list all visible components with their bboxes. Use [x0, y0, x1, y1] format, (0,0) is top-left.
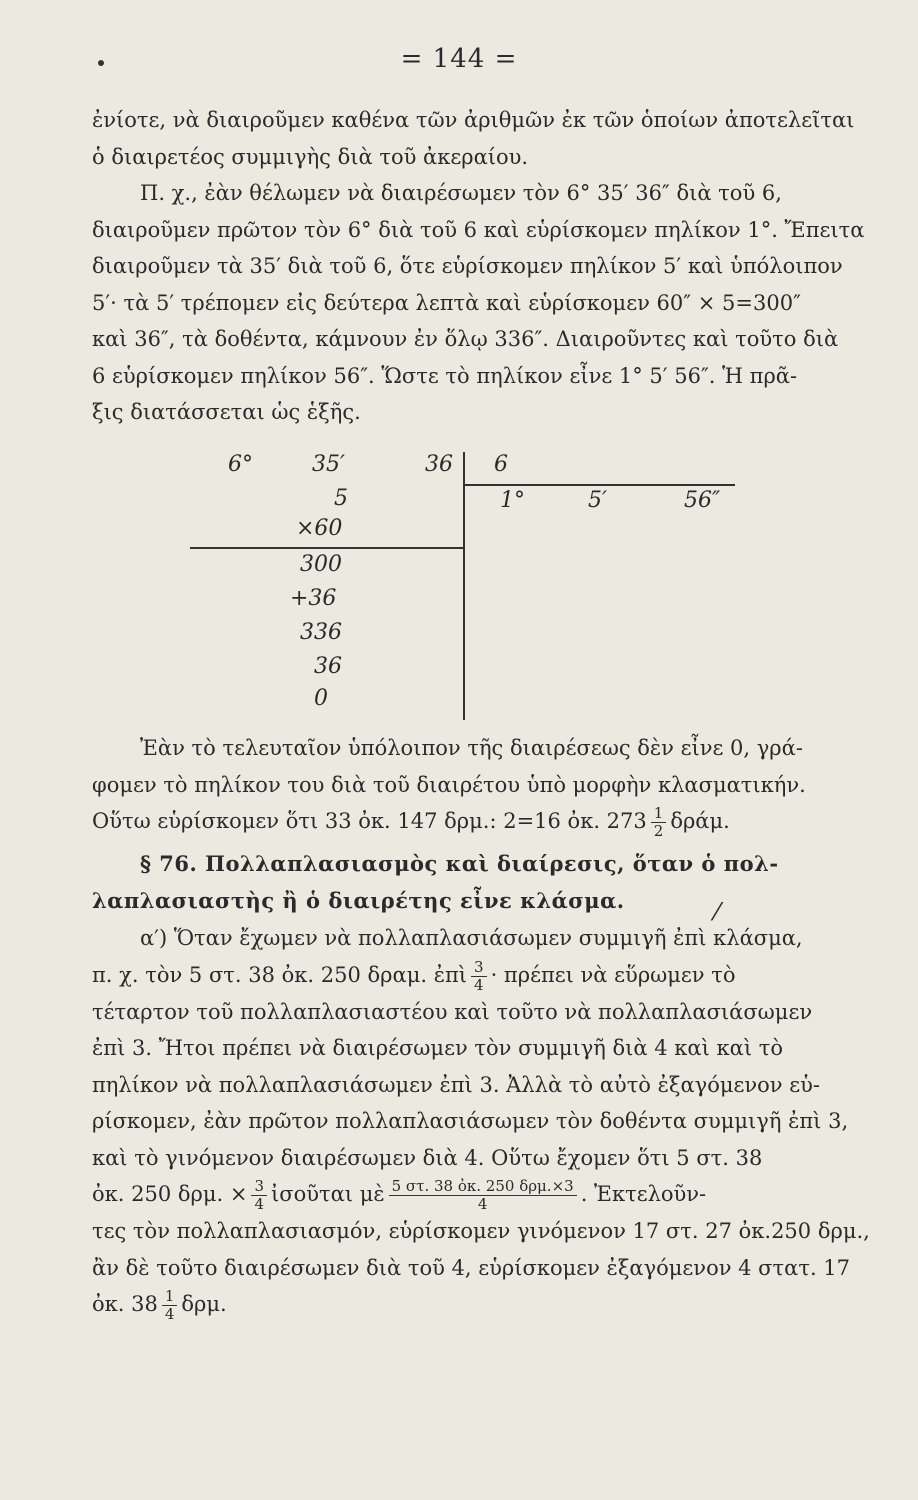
- text-line: ἐπὶ 3. Ἤτοι πρέπει νὰ διαιρέσωμεν τὸν συμμιγῆ διὰ 4 καὶ καὶ τὸ: [92, 1036, 783, 1060]
- text-line: [92, 803, 907, 840]
- dividend-seconds: 36: [425, 452, 453, 477]
- text-line: ἂν δὲ τοῦτο διαιρέσωμεν διὰ τοῦ 4, εὑρίσκομεν ἐξαγόμενον 4 στατ. 17: [92, 1255, 851, 1280]
- text-span: Οὕτω εὑρίσκομεν ὅτι 33 ὀκ. 147 δρμ.: 2=16 ὀκ. 273: [92, 809, 647, 833]
- text-line: φομεν τὸ πηλίκον του διὰ τοῦ διαιρέτου ὑπὸ μορφὴν κλασματικήν.: [92, 772, 806, 797]
- text-span: ἰσοῦται μὲ: [271, 1182, 385, 1206]
- division-vertical-rule: [463, 452, 465, 720]
- text-line: Π. χ., ἐὰν θέλωμεν νὰ διαιρέσωμεν τὸν 6° 35′ 36″ διὰ τοῦ 6,: [140, 181, 782, 205]
- section-title: Πολλαπλασιασμὸς καὶ διαίρεσις, ὅταν ὁ πολ-: [205, 851, 779, 876]
- page-number: = 144 =: [400, 44, 518, 74]
- text-line: διαιροῦμεν πρῶτον τὸν 6° διὰ τοῦ 6 καὶ εὑρίσκομεν πηλίκον 1°. Ἔπειτα: [92, 217, 865, 242]
- fraction-denominator: 4: [164, 1305, 175, 1323]
- pencil-mark: ⁄: [715, 898, 720, 926]
- fraction-denominator: 4: [474, 975, 484, 994]
- subtract-value: 36: [314, 654, 342, 679]
- text-line: [92, 1176, 907, 1213]
- fraction: [251, 1178, 267, 1213]
- text-span: . Ἐκτελοῦν-: [580, 1182, 707, 1206]
- fraction-numerator: 5 στ. 38 ὀκ. 250 δρμ.×3: [389, 1178, 577, 1196]
- section-title-line: [92, 846, 907, 883]
- text-span: ὀκ. 38: [92, 1292, 158, 1316]
- dividend-minutes: 35′: [312, 452, 345, 477]
- fraction-numerator: 3: [471, 959, 487, 977]
- text-line: καὶ 36″, τὰ δοθέντα, κάμνουν ἐν ὅλῳ 336″. Διαιροῦντες καὶ τοῦτο διὰ: [92, 327, 839, 351]
- text-line: διαιροῦμεν τὰ 35′ διὰ τοῦ 6, ὅτε εὑρίσκομεν πηλίκον 5′ καὶ ὑπόλοιπον: [92, 254, 843, 278]
- times-sixty: ×60: [296, 516, 343, 541]
- text-line: [92, 957, 907, 994]
- fraction-numerator: 1: [162, 1288, 178, 1306]
- sum-value: 336: [300, 620, 342, 645]
- divisor-underline: [465, 484, 735, 486]
- section-heading: [92, 846, 907, 919]
- text-line: ἐνίοτε, νὰ διαιροῦμεν καθένα τῶν ἀριθμῶν ἐκ τῶν ὁποίων ἀποτελεῖται: [92, 108, 855, 132]
- fraction-numerator: 3: [251, 1178, 267, 1196]
- text-span: π. χ. τὸν 5 στ. 38 ὀκ. 250 δραμ. ἐπὶ: [92, 962, 468, 987]
- text-span: ὀκ. 250 δρμ. ×: [92, 1182, 248, 1206]
- remainder-minutes: 5: [334, 486, 348, 511]
- fraction-denominator: 2: [653, 822, 664, 840]
- fraction: [651, 805, 667, 840]
- text-span: · πρέπει νὰ εὕρωμεν τὸ: [490, 962, 736, 987]
- fraction-denominator: 4: [477, 1195, 488, 1213]
- text-line: Ἐὰν τὸ τελευταῖον ὑπόλοιπον τῆς διαιρέσεως δὲν εἶνε 0, γρά-: [140, 736, 803, 760]
- text-line: 6 εὑρίσκομεν πηλίκον 56″. Ὥστε τὸ πηλίκον εἶνε 1° 5′ 56″. Ἡ πρᾶ-: [92, 363, 798, 388]
- plus-thirty-six: +36: [290, 586, 337, 611]
- fraction: [471, 959, 487, 994]
- quotient-seconds: 56″: [684, 488, 721, 513]
- divisor: 6: [494, 452, 508, 477]
- text-line: τέταρτον τοῦ πολλαπλασιαστέου καὶ τοῦτο νὰ πολλαπλασιάσωμεν: [92, 999, 813, 1024]
- fraction-numerator: 1: [651, 805, 667, 823]
- text-line: πηλίκον νὰ πολλαπλασιάσωμεν ἐπὶ 3. Ἀλλὰ τὸ αὐτὸ ἐξαγόμενον εὑ-: [92, 1072, 820, 1097]
- text-line: ξις διατάσσεται ὡς ἑξῆς.: [92, 400, 361, 424]
- text-line: ὁ διαιρετέος συμμιγὴς διὰ τοῦ ἀκεραίου.: [92, 144, 529, 169]
- text-line: 5′· τὰ 5′ τρέπομεν εἰς δεύτερα λεπτὰ καὶ εὑρίσκομεν 60″ × 5=300″: [92, 290, 801, 315]
- final-remainder: 0: [314, 686, 328, 711]
- product-value: 300: [300, 552, 342, 577]
- paragraph-remainder: [92, 730, 907, 840]
- fraction: [162, 1288, 178, 1323]
- text-line: ρίσκομεν, ἐὰν πρῶτον πολλαπλασιάσωμεν τὸν δοθέντα συμμιγῆ ἐπὶ 3,: [92, 1109, 849, 1133]
- quotient-degrees: 1°: [500, 488, 525, 513]
- fraction: [389, 1178, 577, 1213]
- fraction-denominator: 4: [254, 1195, 265, 1213]
- dividend-degrees: 6°: [228, 452, 253, 477]
- section-title-line: λαπλασιαστὴς ἢ ὁ διαιρέτης εἶνε κλάσμα.: [92, 887, 625, 913]
- text-line: τες τὸν πολλαπλασιασμόν, εὑρίσκομεν γινόμενον 17 στ. 27 ὀκ.250 δρμ.,: [92, 1219, 870, 1243]
- work-separator-line: [190, 547, 463, 549]
- text-line: α′) Ὅταν ἔχωμεν νὰ πολλαπλασιάσωμεν συμμιγῆ ἐπὶ κλάσμα,: [140, 926, 803, 950]
- text-line: καὶ τὸ γινόμενον διαιρέσωμεν διὰ 4. Οὕτω ἔχομεν ὅτι 5 στ. 38: [92, 1145, 763, 1170]
- text-span: δρμ.: [181, 1292, 227, 1316]
- paragraph-multiplication: [92, 920, 907, 1323]
- text-span: δράμ.: [670, 809, 730, 833]
- text-line: [92, 1286, 907, 1323]
- quotient-minutes: 5′: [588, 488, 607, 513]
- section-number: § 76.: [140, 851, 198, 876]
